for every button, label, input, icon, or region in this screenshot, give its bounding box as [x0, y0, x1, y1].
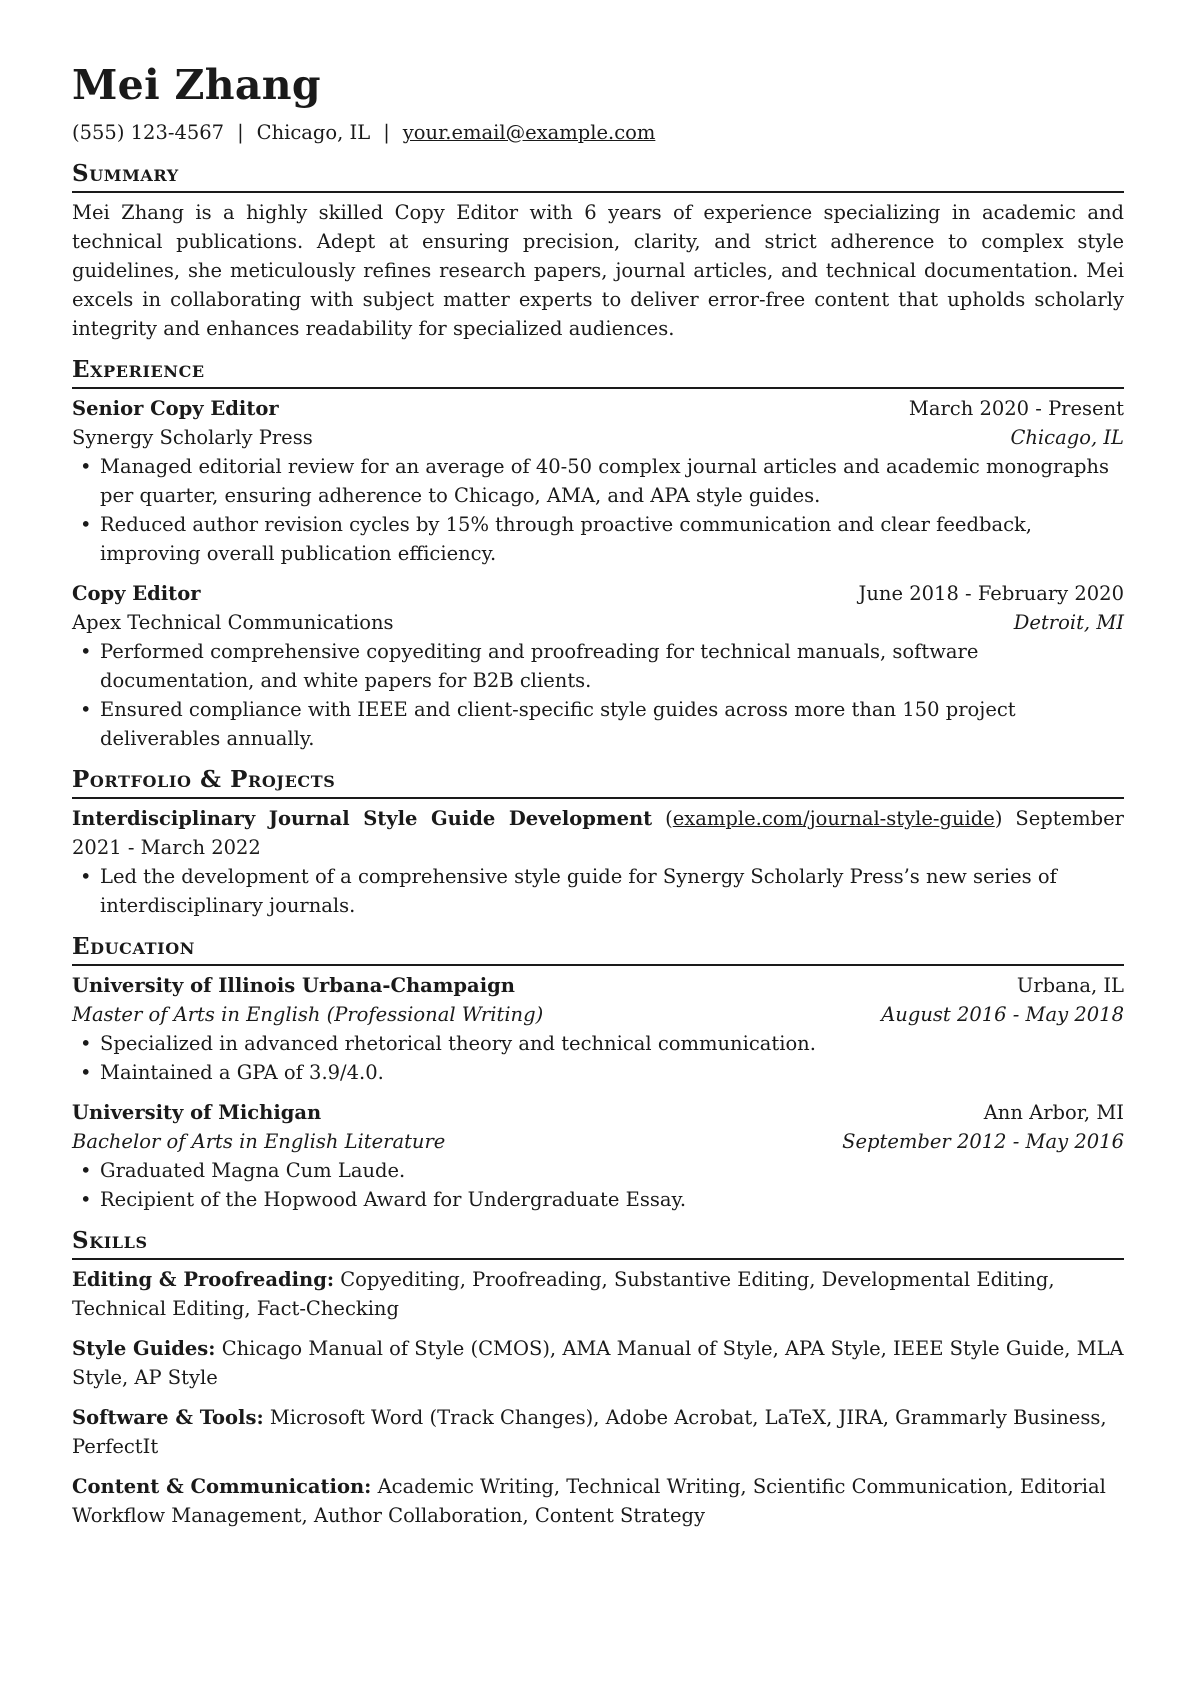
bullet-item: • Managed editorial review for an average of 40-50 complex journal articles and academic monographs per quarter, ensuring adherence to Chicago, AMA, and APA style guides. — [100, 452, 1124, 510]
contact-separator: | — [383, 121, 390, 144]
school-name: University of Illinois Urbana-Champaign — [72, 974, 515, 997]
skill-label: Style Guides: — [72, 1337, 216, 1360]
skill-group — [72, 1403, 1124, 1461]
bullet-item: • Recipient of the Hopwood Award for Undergraduate Essay. — [100, 1185, 1124, 1214]
education-entry — [72, 1098, 1124, 1214]
job-entry — [72, 394, 1124, 568]
skill-items: Chicago Manual of Style (CMOS), AMA Manual of Style, APA Style, IEEE Style Guide, MLA Style, AP Style — [72, 1337, 1124, 1389]
school-name: University of Michigan — [72, 1101, 322, 1124]
bullet-item: • Led the development of a comprehensive style guide for Synergy Scholarly Press’s new series of interdisciplinary journals. — [100, 862, 1124, 920]
school-location: Ann Arbor, MI — [983, 1101, 1124, 1124]
education-dates: September 2012 - May 2016 — [842, 1130, 1124, 1153]
summary-text: Mei Zhang is a highly skilled Copy Editor with 6 years of experience specializing in academic and technical publications. Adept at ensuring precision, clarity, and strict adherence to complex style guidelines, she meticulously refines research papers, journal articles, and technical documentation. Mei excels in collaborating with subject matter experts to deliver error-free content that upholds scholarly integrity and enhances readability for specialized audiences. — [72, 201, 1124, 340]
job-bullets — [72, 452, 1124, 568]
skill-items: Microsoft Word (Track Changes), Adobe Acrobat, LaTeX, JIRA, Grammarly Business, PerfectIt — [72, 1406, 1107, 1458]
bullet-item: • Graduated Magna Cum Laude. — [100, 1156, 1124, 1185]
project-entry — [72, 804, 1124, 920]
job-location: Detroit, MI — [1013, 611, 1124, 634]
project-header: Interdisciplinary Journal Style Guide Development (example.com/journal-style-guide) September 2021 - March 2022 — [72, 807, 1124, 859]
education-entry — [72, 971, 1124, 1087]
company-name: Synergy Scholarly Press — [72, 426, 313, 449]
skill-items: Copyediting, Proofreading, Substantive Editing, Developmental Editing, Technical Editing, Fact-Checking — [72, 1268, 1055, 1320]
project-name: Interdisciplinary Journal Style Guide Development — [72, 807, 653, 830]
project-dates: September 2021 - March 2022 — [72, 807, 1124, 859]
job-dates: March 2020 - Present — [908, 397, 1124, 420]
job-title: Senior Copy Editor — [72, 397, 279, 420]
skill-label: Editing & Proofreading: — [72, 1268, 335, 1291]
location: Chicago, IL — [256, 121, 371, 144]
skill-group — [72, 1334, 1124, 1392]
resume-page — [72, 60, 1124, 1541]
education-dates: August 2016 - May 2018 — [881, 1003, 1124, 1026]
project-link[interactable]: example.com/journal-style-guide — [672, 807, 995, 830]
email-link[interactable]: your.email@example.com — [402, 121, 656, 144]
section-title-portfolio: Portfolio & Projects — [72, 765, 1124, 799]
phone-number: (555) 123-4567 — [72, 121, 225, 144]
job-title: Copy Editor — [72, 582, 201, 605]
company-name: Apex Technical Communications — [72, 611, 394, 634]
skill-label: Software & Tools: — [72, 1406, 264, 1429]
bullet-item: • Reduced author revision cycles by 15% through proactive communication and clear feedback, improving overall publication efficiency. — [100, 510, 1124, 568]
bullet-item: • Performed comprehensive copyediting and proofreading for technical manuals, software documentation, and white papers for B2B clients. — [100, 637, 1124, 695]
job-entry — [72, 579, 1124, 753]
candidate-name: Mei Zhang — [72, 61, 321, 109]
contact-line — [72, 118, 1124, 147]
section-title-education: Education — [72, 932, 1124, 966]
education-bullets — [72, 1156, 1124, 1214]
section-title-experience: Experience — [72, 355, 1124, 389]
job-dates: June 2018 - February 2020 — [858, 582, 1124, 605]
section-title-skills: Skills — [72, 1226, 1124, 1260]
degree: Bachelor of Arts in English Literature — [72, 1130, 446, 1153]
bullet-item: • Specialized in advanced rhetorical theory and technical communication. — [100, 1029, 1124, 1058]
job-location: Chicago, IL — [1010, 426, 1124, 449]
bullet-item: • Ensured compliance with IEEE and client-specific style guides across more than 150 project deliverables annually. — [100, 695, 1124, 753]
school-location: Urbana, IL — [1016, 974, 1124, 997]
section-title-summary: Summary — [72, 159, 1124, 193]
skill-items: Academic Writing, Technical Writing, Scientific Communication, Editorial Workflow Management, Author Collaboration, Content Strategy — [72, 1475, 1106, 1527]
degree: Master of Arts in English (Professional Writing) — [72, 1003, 544, 1026]
skill-group — [72, 1472, 1124, 1530]
project-bullets — [72, 862, 1124, 920]
contact-separator: | — [237, 121, 244, 144]
education-bullets — [72, 1029, 1124, 1087]
skill-group — [72, 1265, 1124, 1323]
job-bullets — [72, 637, 1124, 753]
skill-label: Content & Communication: — [72, 1475, 372, 1498]
bullet-item: • Maintained a GPA of 3.9/4.0. — [100, 1058, 1124, 1087]
